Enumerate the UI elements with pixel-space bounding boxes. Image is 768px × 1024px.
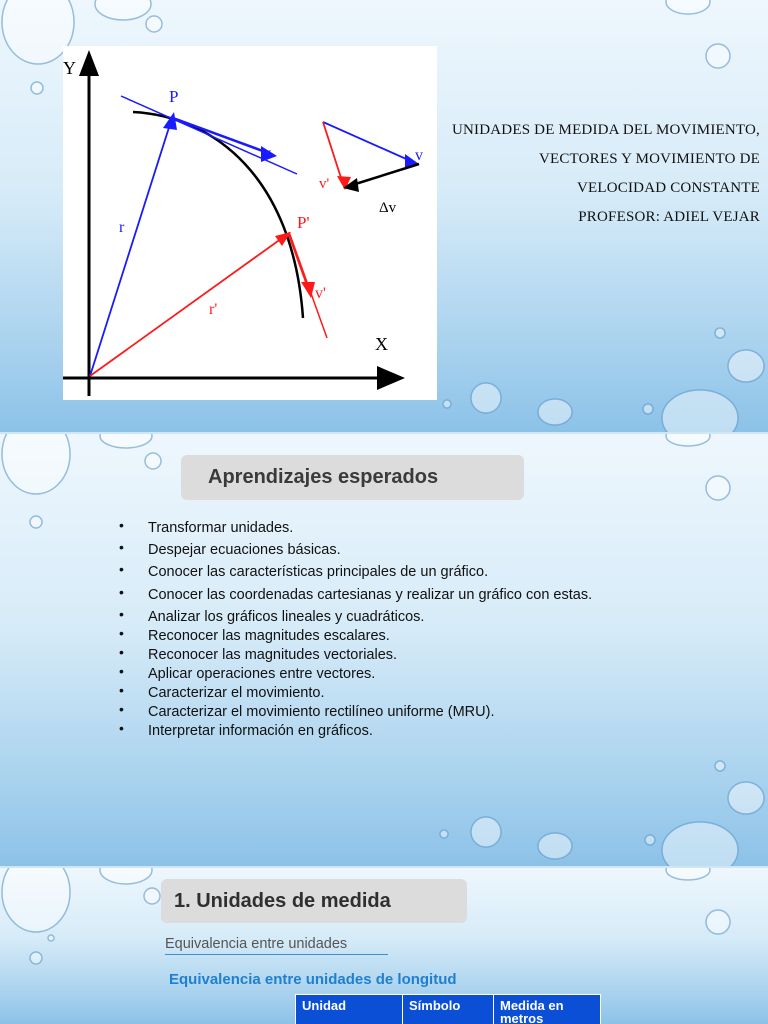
objectives-list <box>119 520 592 742</box>
list-item: • Transformar unidades. <box>119 520 592 542</box>
list-item: • Aplicar operaciones entre vectores. <box>119 666 592 685</box>
length-table-title: Equivalencia entre unidades de longitud <box>169 971 457 988</box>
cover-title <box>420 116 760 232</box>
list-item: • Conocer las características principales de un gráfico. <box>119 564 592 587</box>
side-v-prime-label: v' <box>319 176 330 192</box>
slide-cover <box>0 0 768 432</box>
list-item: • Despejar ecuaciones básicas. <box>119 542 592 564</box>
list-item: • Conocer las coordenadas cartesianas y realizar un gráfico con estas. <box>119 587 592 609</box>
vector-r-prime-label: r' <box>209 301 218 318</box>
kinematics-figure <box>63 46 437 400</box>
y-axis-label: Y <box>63 58 76 78</box>
slide-units <box>0 868 768 1024</box>
point-p-prime-label: P' <box>297 213 310 232</box>
presenter-line: PROFESOR: ADIEL VEJAR <box>578 209 760 225</box>
x-axis-label: X <box>375 334 388 354</box>
x-axis-arrowhead <box>377 366 405 390</box>
list-item: • Interpretar información en gráficos. <box>119 723 592 742</box>
length-units-table <box>295 994 601 1024</box>
velocity-vectors-diagram <box>63 46 437 400</box>
side-v-label: v <box>415 147 423 164</box>
units-subheading: Equivalencia entre unidades <box>165 936 388 955</box>
vector-r-label: r <box>119 219 125 236</box>
delta-v-label: Δv <box>379 200 397 216</box>
list-item: • Reconocer las magnitudes escalares. <box>119 628 592 647</box>
table-header-row <box>296 995 601 1024</box>
units-heading: 1. Unidades de medida <box>161 879 467 923</box>
list-item: • Caracterizar el movimiento rectilíneo uniforme (MRU). <box>119 704 592 723</box>
objectives-heading: Aprendizajes esperados <box>181 455 524 500</box>
list-item: • Analizar los gráficos lineales y cuadráticos. <box>119 609 592 628</box>
table-header-unidad: Unidad <box>296 995 403 1024</box>
table-header-simbolo: Símbolo <box>403 995 494 1024</box>
vector-v-label: v <box>263 145 271 162</box>
table-header-medida: Medida en metros <box>494 995 601 1024</box>
title-line-3: VELOCIDAD CONSTANTE <box>576 180 760 196</box>
slide-objectives <box>0 434 768 866</box>
trajectory-curve <box>133 112 303 318</box>
point-p-label: P <box>169 87 179 106</box>
y-axis-arrowhead <box>79 50 99 76</box>
list-item: • Caracterizar el movimiento. <box>119 685 592 704</box>
list-item: • Reconocer las magnitudes vectoriales. <box>119 647 592 666</box>
title-line-2: VECTORES Y MOVIMIENTO DE <box>538 151 760 167</box>
title-line-1: UNIDADES DE MEDIDA DEL MOVIMIENTO, <box>451 122 760 138</box>
vector-v-prime-label: v' <box>315 285 326 302</box>
